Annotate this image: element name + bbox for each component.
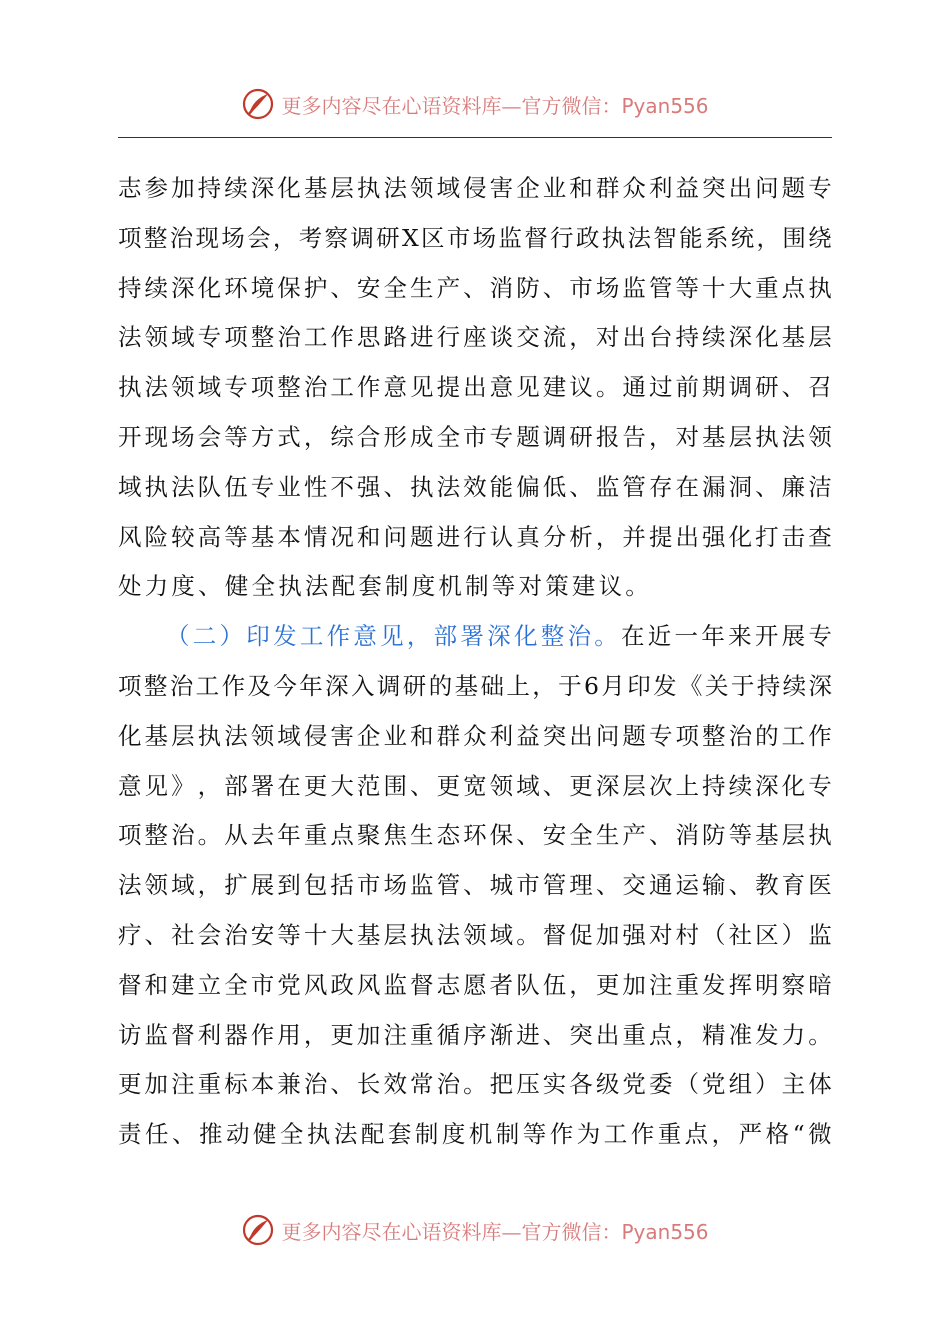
body-line: 疗 、 社 会 治 安 等 十 大 基 层 执 法 领 域 。 督 促 加 强 对 村 （ 社 区 ） 监 bbox=[118, 920, 832, 949]
body-line: 法 领 域 专 项 整 治 工 作 思 路 进 行 座 谈 交 流 ， 对 出 台 持 续 深 化 基 层 bbox=[118, 323, 832, 352]
body-line: 访 监 督 利 器 作 用 ， 更 加 注 重 循 序 渐 进 、 突 出 重 点 ， 精 准 发 力 。 bbox=[118, 1020, 832, 1049]
header-banner bbox=[0, 84, 950, 124]
body-line: 志 参 加 持 续 深 化 基 层 执 法 领 域 侵 害 企 业 和 群 众 利 益 突 出 问 题 专 bbox=[118, 174, 832, 202]
body-line: 持 续 深 化 环 境 保 护 、 安 全 生 产 、 消 防 、 市 场 监 管 等 十 大 重 点 执 bbox=[118, 273, 832, 302]
header-rule bbox=[118, 137, 832, 138]
body-line: 处力度、健全执法配套制度机制等对策建议。 bbox=[118, 572, 652, 601]
section-heading-line: （ 二 ） 印 发 工 作 意 见 ， 部 署 深 化 整 治 。 在 近 一 年 来 开 展 专 bbox=[166, 622, 832, 651]
pen-logo-icon bbox=[241, 1213, 275, 1247]
body-line: 责 任 、 推 动 健 全 执 法 配 套 制 度 机 制 等 作 为 工 作 重 点 ， 严 格 “ 微 bbox=[118, 1120, 832, 1149]
pen-logo-icon bbox=[241, 87, 275, 121]
body-line: 执 法 领 域 专 项 整 治 工 作 意 见 提 出 意 见 建 议 。 通 过 前 期 调 研 、 召 bbox=[118, 373, 832, 402]
body-line: 更 加 注 重 标 本 兼 治 、 长 效 常 治 。 把 压 实 各 级 党 委 （ 党 组 ） 主 体 bbox=[118, 1070, 832, 1099]
body-line: 项 整 治 。 从 去 年 重 点 聚 焦 生 态 环 保 、 安 全 生 产 、 消 防 等 基 层 执 bbox=[118, 821, 832, 850]
footer-banner bbox=[0, 1210, 950, 1250]
footer-banner-text: 更多内容尽在心语资料库—官方微信：Pyan556 bbox=[281, 1219, 709, 1244]
body-line: 项 整 治 现 场 会 ， 考 察 调 研 X 区 市 场 监 督 行 政 执 法 智 能 系 统 ， 围 绕 bbox=[118, 223, 832, 252]
body-line: 督 和 建 立 全 市 党 风 政 风 监 督 志 愿 者 队 伍 ， 更 加 注 重 发 挥 明 察 暗 bbox=[118, 970, 832, 999]
document-body bbox=[118, 164, 832, 1160]
body-line: 法 领 域 ， 扩 展 到 包 括 市 场 监 管 、 城 市 管 理 、 交 通 运 输 、 教 育 医 bbox=[118, 871, 832, 900]
body-line: 域 执 法 队 伍 专 业 性 不 强 、 执 法 效 能 偏 低 、 监 管 存 在 漏 洞 、 廉 洁 bbox=[118, 472, 832, 501]
body-line: 风 险 较 高 等 基 本 情 况 和 问 题 进 行 认 真 分 析 ， 并 提 出 强 化 打 击 查 bbox=[118, 522, 832, 551]
footer-wechat-id: Pyan556 bbox=[621, 1219, 709, 1244]
body-line: 开 现 场 会 等 方 式 ， 综 合 形 成 全 市 专 题 调 研 报 告 ， 对 基 层 执 法 领 bbox=[118, 422, 832, 451]
header-banner-text: 更多内容尽在心语资料库—官方微信：Pyan556 bbox=[281, 93, 709, 118]
body-line: 化 基 层 执 法 领 域 侵 害 企 业 和 群 众 利 益 突 出 问 题 专 项 整 治 的 工 作 bbox=[118, 721, 832, 750]
body-line: 项 整 治 工 作 及 今 年 深 入 调 研 的 基 础 上 ， 于 6 月 印 发 《 关 于 持 续 深 bbox=[118, 671, 832, 700]
header-wechat-id: Pyan556 bbox=[621, 93, 709, 118]
body-line: 意 见 》 ， 部 署 在 更 大 范 围 、 更 宽 领 域 、 更 深 层 次 上 持 续 深 化 专 bbox=[118, 771, 832, 800]
